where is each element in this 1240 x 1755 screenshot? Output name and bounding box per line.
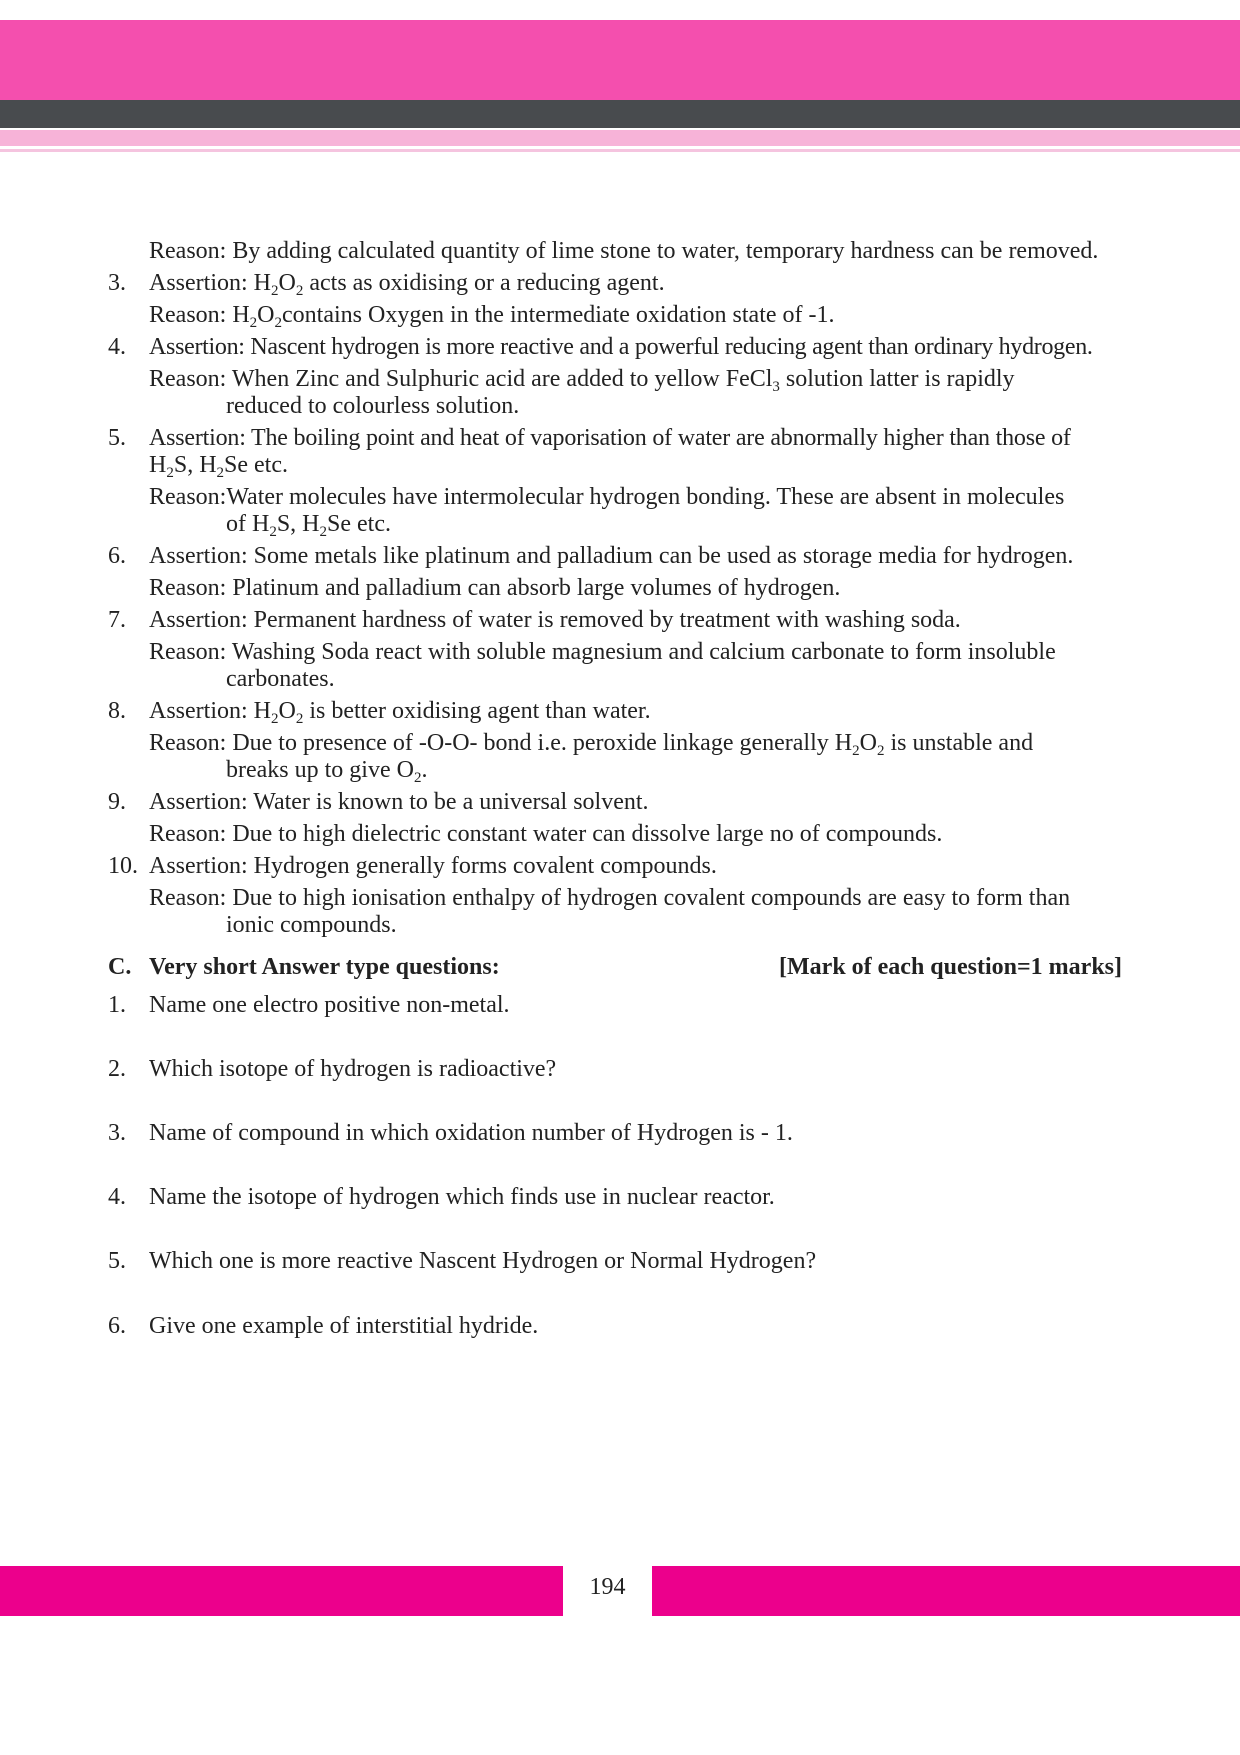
section-c-marks: [Mark of each question=1 marks] xyxy=(779,954,1122,980)
reason-5-continued-text: of $H_2S$, $H_2Se$ etc. xyxy=(226,511,391,540)
item-number-4: 4. xyxy=(108,334,126,360)
assertion-10-text: Assertion: Hydrogen generally forms covalent compounds. xyxy=(149,853,717,879)
reason-2-text: Reason: By adding calculated quantity of lime stone to water, temporary hardness can be removed. xyxy=(149,238,1099,264)
question-text: Give one example of interstitial hydride. xyxy=(149,1313,539,1339)
reason-7-text: Reason: Washing Soda react with soluble magnesium and calcium carbonate to form insoluble xyxy=(149,639,1056,665)
reason-7-continued-text: carbonates. xyxy=(226,666,335,692)
assertion-5-continued-text: $H_2S$, $H_2Se$ etc. xyxy=(149,452,289,481)
section-c-title: Very short Answer type questions: xyxy=(149,954,500,980)
item-number-7: 7. xyxy=(108,607,126,633)
header-thin-line xyxy=(0,149,1240,152)
question-number: 3. xyxy=(108,1120,126,1146)
question-number: 5. xyxy=(108,1248,126,1274)
assertion-7-text: Assertion: Permanent hardness of water is removed by treatment with washing soda. xyxy=(149,607,961,633)
question-text: Which one is more reactive Nascent Hydrogen or Normal Hydrogen? xyxy=(149,1248,817,1274)
reason-5-text: Reason:Water molecules have intermolecular hydrogen bonding. These are absent in molecules xyxy=(149,484,1065,510)
item-number-9: 9. xyxy=(108,789,126,815)
reason-9-text: Reason: Due to high dielectric constant water can dissolve large no of compounds. xyxy=(149,821,943,847)
reason-3-text: Reason: $H_2O_2contains$ Oxygen in the intermediate oxidation state of -1. xyxy=(149,302,835,331)
reason-4-text: Reason: When Zinc and Sulphuric acid are added to yellow FeCl$_3$ solution latter is rapidly xyxy=(149,366,1015,395)
item-number-3: 3. xyxy=(108,270,126,296)
page-number: 194 xyxy=(589,1574,626,1600)
item-number-8: 8. xyxy=(108,698,126,724)
reason-8-continued-text: breaks up to give $O_2$. xyxy=(226,757,428,786)
question-text: Name of compound in which oxidation number of Hydrogen is - 1. xyxy=(149,1120,793,1146)
header-pink-band xyxy=(0,20,1240,100)
question-number: 4. xyxy=(108,1184,126,1210)
reason-10-text: Reason: Due to high ionisation enthalpy of hydrogen covalent compounds are easy to form than xyxy=(149,885,1071,911)
section-c-letter: C. xyxy=(108,954,132,980)
header-light-band xyxy=(0,128,1240,146)
header-dark-band xyxy=(0,100,1240,128)
question-number: 6. xyxy=(108,1313,126,1339)
question-text: Name one electro positive non-metal. xyxy=(149,992,510,1018)
reason-6-text: Reason: Platinum and palladium can absorb large volumes of hydrogen. xyxy=(149,575,841,601)
reason-10-continued-text: ionic compounds. xyxy=(226,912,397,938)
item-number-5: 5. xyxy=(108,425,126,451)
assertion-4-text: Assertion: Nascent hydrogen is more reactive and a powerful reducing agent than ordinary hydrogen. xyxy=(149,334,1093,360)
footer-band-left xyxy=(0,1566,563,1616)
assertion-6-text: Assertion: Some metals like platinum and palladium can be used as storage media for hydrogen. xyxy=(149,543,1074,569)
question-text: Which isotope of hydrogen is radioactive? xyxy=(149,1056,557,1082)
item-number-10: 10. xyxy=(108,853,138,879)
item-number-6: 6. xyxy=(108,543,126,569)
assertion-9-text: Assertion: Water is known to be a universal solvent. xyxy=(149,789,649,815)
question-number: 2. xyxy=(108,1056,126,1082)
reason-8-text: Reason: Due to presence of -O-O- bond i.e. peroxide linkage generally $H_2O_2$ is unstable and xyxy=(149,730,1034,759)
reason-4-continued-text: reduced to colourless solution. xyxy=(226,393,520,419)
assertion-8-text: Assertion: $H_2O_2$ is better oxidising agent than water. xyxy=(149,698,651,727)
assertion-3-text: Assertion: $H_2O_2$ acts as oxidising or a reducing agent. xyxy=(149,270,665,299)
footer-band-right xyxy=(652,1566,1240,1616)
question-text: Name the isotope of hydrogen which finds use in nuclear reactor. xyxy=(149,1184,775,1210)
question-number: 1. xyxy=(108,992,126,1018)
assertion-5-text: Assertion: The boiling point and heat of vaporisation of water are abnormally higher than those of xyxy=(149,425,1071,451)
